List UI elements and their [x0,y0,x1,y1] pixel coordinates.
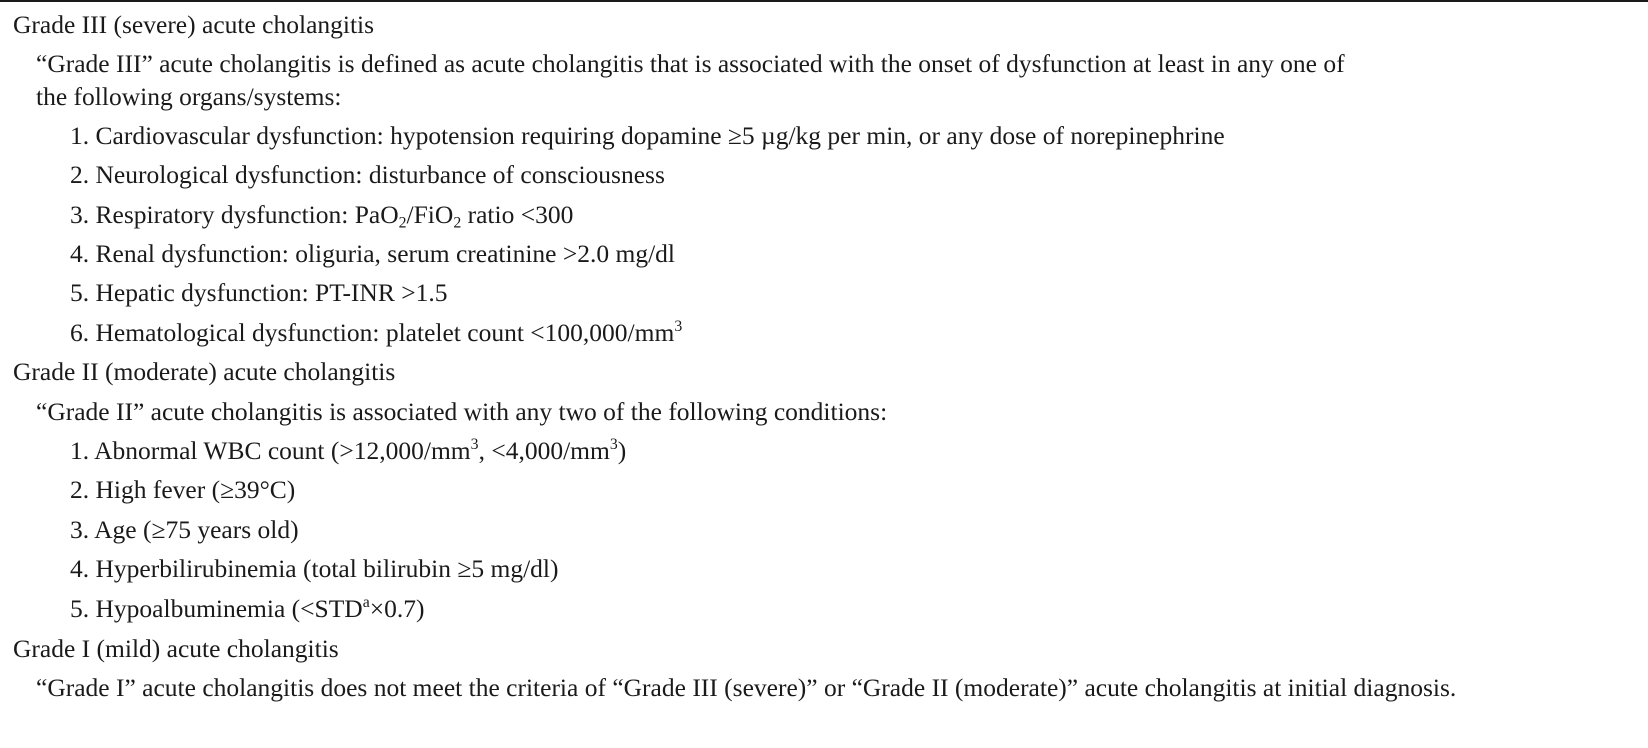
grade-2-item-4 [70,554,559,584]
grade-2-item-5 [70,594,424,624]
item-number: 1. [70,121,90,150]
item-text: Cardiovascular dysfunction: hypotension requiring dopamine ≥5 µg/kg per min, or any dose of norepinephrine [95,121,1225,150]
grade-3-item-2 [70,160,665,190]
grade-3-heading: Grade III (severe) acute cholangitis [13,10,375,39]
item-number: 3. [70,200,90,229]
item-text [96,318,683,347]
item-text-part: ratio <300 [461,200,574,229]
item-number: 6. [70,318,90,347]
grade-3-item-3 [70,200,573,230]
item-number: 5. [70,278,90,307]
item-text-part: ×0.7) [369,594,425,623]
top-rule [0,0,1648,2]
item-text-part: Hypoalbuminemia (<STD [95,594,363,623]
item-text [96,594,425,623]
grade-3-intro-line-2: the following organs/systems: [36,82,342,111]
item-text: Neurological dysfunction: disturbance of consciousness [95,160,665,189]
grade-3-intro-line-1: “Grade III” acute cholangitis is defined as acute cholangitis that is associated with the onset of dysfunction at least in any one of [36,49,1345,78]
superscript: 3 [609,436,618,454]
grade-3-item-4 [70,239,675,269]
item-text: Age (≥75 years old) [94,515,299,544]
item-text: High fever (≥39°C) [95,475,296,504]
item-number: 4. [70,554,90,583]
item-number: 2. [70,160,90,189]
item-number: 2. [70,475,90,504]
grade-3-item-1 [70,121,1225,151]
item-text-part: /FiO [406,200,454,229]
item-text: Renal dysfunction: oliguria, serum creatinine >2.0 mg/dl [95,239,676,268]
grade-2-item-2 [70,475,295,505]
item-text: Hepatic dysfunction: PT-INR >1.5 [95,278,448,307]
grade-2-item-3 [70,515,299,545]
item-text-part: , <4,000/mm [478,436,610,465]
superscript: 3 [674,318,683,336]
item-text-part: Hematological dysfunction: platelet count <100,000/mm [95,318,675,347]
item-text: Hyperbilirubinemia (total bilirubin ≥5 mg/dl) [95,554,559,583]
subscript: 2 [398,214,407,232]
grade-2-intro: “Grade II” acute cholangitis is associated with any two of the following conditions: [36,397,888,426]
superscript: 3 [470,436,479,454]
item-text [95,200,574,232]
item-text-part: Respiratory dysfunction: PaO [95,200,399,229]
grade-3-item-6 [70,318,682,348]
grade-2-heading: Grade II (moderate) acute cholangitis [13,357,396,386]
item-number: 3. [70,515,90,544]
item-text [94,436,626,465]
grade-2-item-1 [70,436,626,466]
subscript: 2 [453,214,462,232]
grade-1-intro: “Grade I” acute cholangitis does not meet the criteria of “Grade III (severe)” or “Grade II (moderate)” acute cholangitis at initial diagnosis. [36,673,1457,702]
grade-3-item-5 [70,278,447,308]
grade-1-heading: Grade I (mild) acute cholangitis [13,634,339,663]
item-number: 5. [70,594,90,623]
item-text-part: ) [617,436,627,465]
superscript: a [362,594,370,612]
item-number: 4. [70,239,90,268]
item-text-part: Abnormal WBC count (>12,000/mm [94,436,471,465]
item-number: 1. [70,436,90,465]
